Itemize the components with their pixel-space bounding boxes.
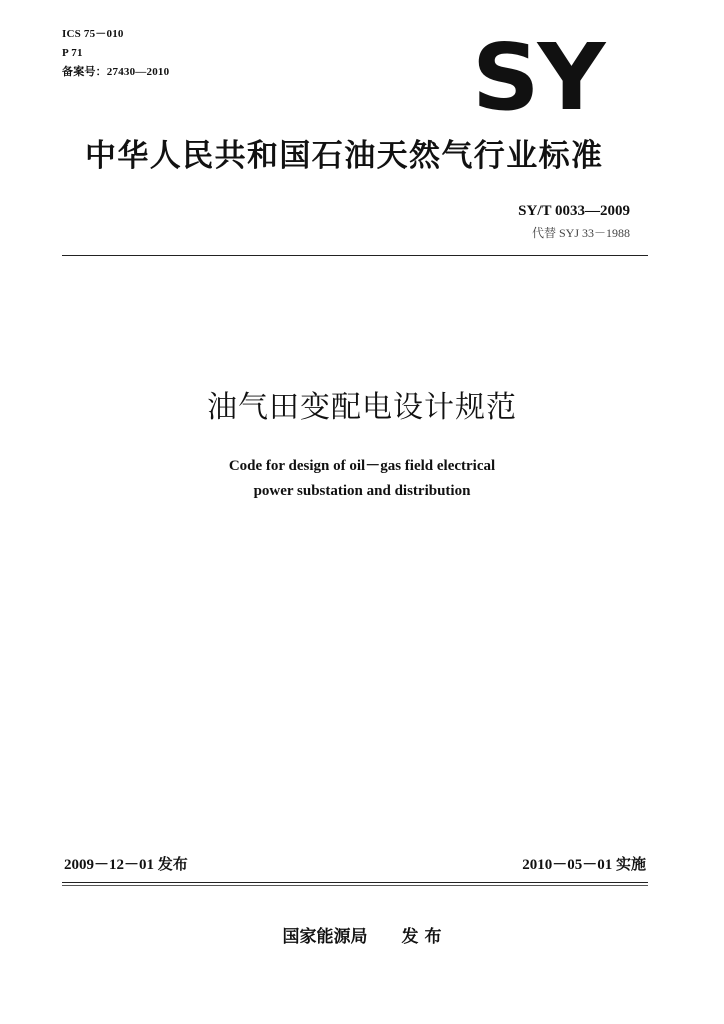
publisher-name: 国家能源局 [282,927,368,947]
footer-divider [62,882,648,883]
document-title-english-line1: Code for design of oil－gas field electrical [228,458,496,474]
replaces-note: 代替 SYJ 33－1988 [531,226,630,240]
document-title-english-line2: power substation and distribution [253,483,471,499]
implementation-date: 2010－05－01 实施 [522,857,646,873]
industry-title: 中华人民共和国石油天然气行业标准 [85,138,604,174]
issue-date: 2009－12－01 发布 [64,857,188,873]
header-divider [62,255,648,256]
ics-number: ICS 75－010 [62,28,124,40]
publisher-line [0,926,724,948]
footer-divider-secondary [62,885,648,886]
publisher-action: 发 布 [401,927,442,947]
classification-code: P 71 [62,47,83,59]
standard-code: SY/T 0033—2009 [518,203,630,219]
sy-logo: SY [472,24,604,131]
document-title-chinese: 油气田变配电设计规范 [207,390,517,425]
registration-number: 备案号：27430—2010 [62,66,170,78]
